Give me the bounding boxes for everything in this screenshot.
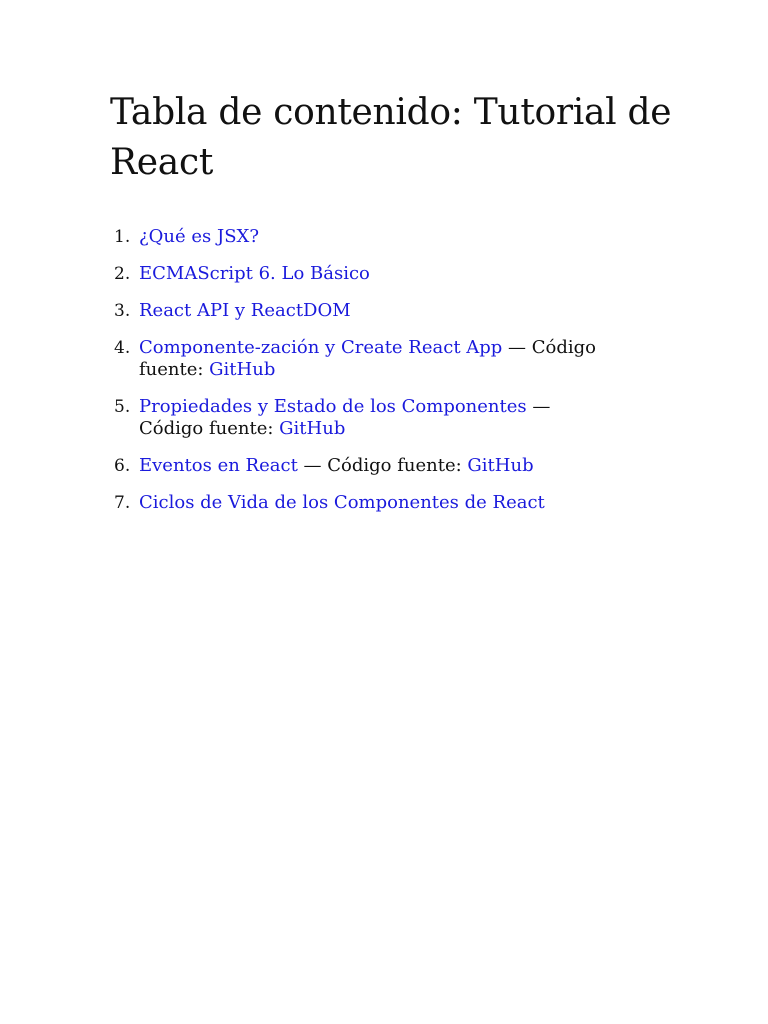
toc-item-number: 7.	[114, 493, 131, 513]
page-title: Tabla de contenido: Tutorial de React	[110, 92, 672, 183]
toc-item-number: 6.	[114, 456, 131, 476]
toc-link-ciclos-de-vida[interactable]: Ciclos de Vida de los Componentes de React	[139, 492, 545, 513]
toc-item-number: 3.	[114, 301, 131, 321]
toc-link-ecmascript-6[interactable]: ECMAScript 6. Lo Básico	[139, 263, 370, 284]
toc-link-componente-zacion[interactable]: Componente-zación y Create React App	[139, 337, 503, 358]
toc-item-number: 4.	[114, 338, 131, 358]
toc-link-que-es-jsx[interactable]: ¿Qué es JSX?	[139, 226, 259, 247]
toc-item-entry	[139, 492, 545, 514]
table-of-contents	[110, 226, 708, 514]
toc-item-1	[114, 226, 708, 248]
source-code-label: — Código fuente:	[139, 337, 597, 380]
toc-item-4	[114, 337, 708, 381]
toc-item-entry	[139, 396, 619, 440]
toc-item-5	[114, 396, 708, 440]
toc-item-entry	[139, 263, 370, 285]
toc-link-propiedades-estado[interactable]: Propiedades y Estado de los Componentes	[139, 396, 527, 417]
toc-item-entry	[139, 337, 619, 381]
toc-link-react-api[interactable]: React API y ReactDOM	[139, 300, 351, 321]
toc-item-number: 1.	[114, 227, 131, 247]
toc-item-7	[114, 492, 708, 514]
toc-item-number: 2.	[114, 264, 131, 284]
toc-item-entry	[139, 455, 534, 477]
source-code-label: — Código fuente:	[139, 396, 551, 439]
toc-item-6	[114, 455, 708, 477]
toc-link-eventos[interactable]: Eventos en React	[139, 455, 298, 476]
github-link[interactable]: GitHub	[209, 359, 276, 380]
github-link[interactable]: GitHub	[279, 418, 346, 439]
toc-item-2	[114, 263, 708, 285]
github-link[interactable]: GitHub	[467, 455, 534, 476]
toc-item-entry	[139, 226, 259, 248]
toc-item-number: 5.	[114, 397, 131, 417]
toc-item-3	[114, 300, 708, 322]
toc-item-entry	[139, 300, 351, 322]
source-code-label: — Código fuente:	[297, 455, 468, 476]
